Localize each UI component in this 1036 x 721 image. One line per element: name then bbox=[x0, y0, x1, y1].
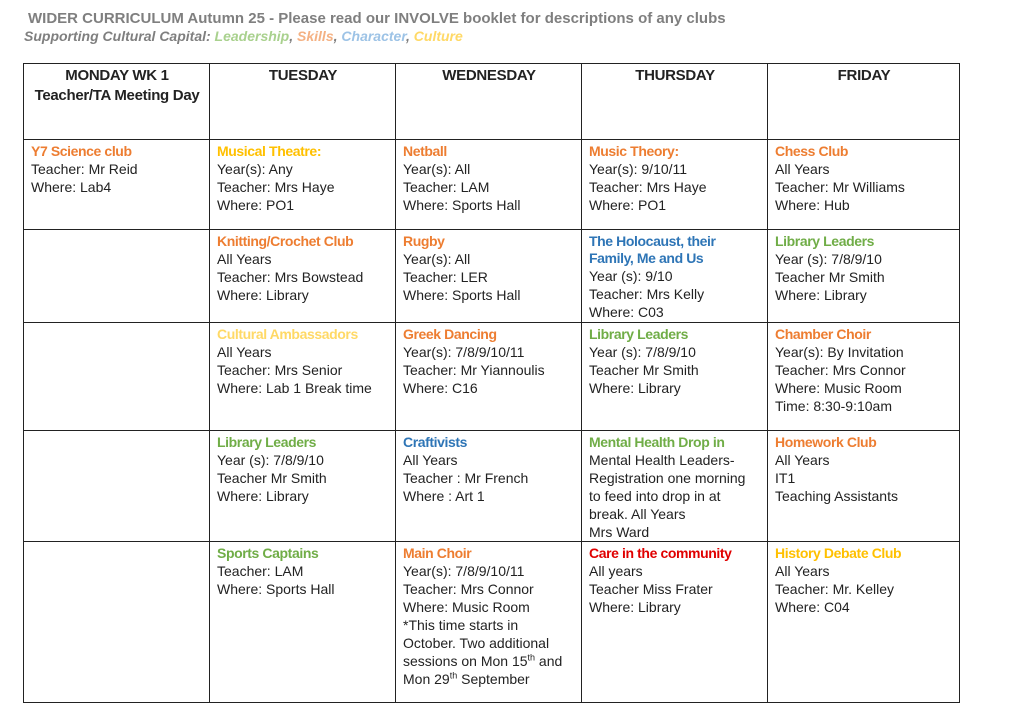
club-name: Music Theory: bbox=[589, 143, 679, 159]
club-cell bbox=[582, 431, 768, 542]
day-header-wednesday: WEDNESDAY bbox=[396, 64, 582, 140]
club-name: Library Leaders bbox=[217, 434, 317, 450]
club-name: Library Leaders bbox=[589, 326, 689, 342]
club-detail: Where : Art 1 bbox=[403, 488, 485, 504]
club-detail: All years bbox=[589, 563, 643, 579]
club-detail: Mrs Ward bbox=[589, 524, 650, 540]
clubs-timetable bbox=[23, 63, 960, 703]
club-name: Mental Health Drop in bbox=[589, 434, 725, 450]
club-detail: Teacher Miss Frater bbox=[589, 581, 713, 597]
club-detail: All Years bbox=[217, 251, 272, 267]
club-detail: Where: C03 bbox=[589, 304, 664, 320]
club-name: Cultural Ambassadors bbox=[217, 326, 358, 342]
club-detail: Where: Music Room bbox=[403, 599, 530, 615]
ordinal-suffix: th bbox=[449, 670, 458, 681]
club-cell bbox=[210, 323, 396, 431]
day-header-monday bbox=[24, 64, 210, 140]
club-detail: Where: C16 bbox=[403, 380, 478, 396]
club-detail: Teacher Mr Smith bbox=[217, 470, 327, 486]
club-cell bbox=[210, 431, 396, 542]
club-detail: Where: Hub bbox=[775, 197, 850, 213]
timetable-body bbox=[24, 140, 960, 703]
club-detail: Year(s): All bbox=[403, 251, 471, 267]
club-name: Netball bbox=[403, 143, 447, 159]
club-name: Library Leaders bbox=[775, 233, 875, 249]
club-detail: Teacher : Mr French bbox=[403, 470, 529, 486]
club-name: History Debate Club bbox=[775, 545, 902, 561]
club-cell bbox=[24, 323, 210, 431]
club-cell bbox=[582, 323, 768, 431]
club-name: Chamber Choir bbox=[775, 326, 871, 342]
club-cell bbox=[768, 542, 960, 703]
club-name: Greek Dancing bbox=[403, 326, 497, 342]
value-leadership: Leadership bbox=[214, 28, 290, 44]
club-cell bbox=[768, 431, 960, 542]
club-detail: Where: Library bbox=[217, 287, 309, 303]
club-detail: Teacher: Mr. Kelley bbox=[775, 581, 895, 597]
club-cell bbox=[24, 542, 210, 703]
club-cell bbox=[24, 431, 210, 542]
club-name: Knitting/Crochet Club bbox=[217, 233, 354, 249]
detail-text: sessions on Mon 15 bbox=[403, 653, 528, 669]
detail-text: Mon 29 bbox=[403, 671, 450, 687]
club-detail: Year(s): Any bbox=[217, 161, 293, 177]
separator: , bbox=[406, 28, 410, 44]
club-detail: All Years bbox=[775, 452, 830, 468]
club-detail: All Years bbox=[775, 563, 830, 579]
club-name: Musical Theatre: bbox=[217, 143, 322, 159]
club-detail: Where: Library bbox=[217, 488, 309, 504]
club-detail: Where: Library bbox=[589, 380, 681, 396]
club-detail: Teacher: Mrs Haye bbox=[589, 179, 707, 195]
club-cell bbox=[768, 230, 960, 323]
club-cell bbox=[582, 230, 768, 323]
club-detail: All Years bbox=[217, 344, 272, 360]
club-detail: Teacher: Mrs Senior bbox=[217, 362, 343, 378]
club-cell bbox=[210, 542, 396, 703]
club-name: Sports Captains bbox=[217, 545, 319, 561]
club-cell bbox=[396, 323, 582, 431]
club-detail: Registration one morning bbox=[589, 470, 746, 486]
club-name: Craftivists bbox=[403, 434, 468, 450]
club-detail: Where: PO1 bbox=[217, 197, 295, 213]
club-cell bbox=[396, 542, 582, 703]
club-detail: Teacher: LER bbox=[403, 269, 488, 285]
club-detail: IT1 bbox=[775, 470, 796, 486]
club-detail: Teacher: Mrs Bowstead bbox=[217, 269, 364, 285]
club-detail: All Years bbox=[775, 161, 830, 177]
club-detail: Year (s): 7/8/9/10 bbox=[775, 251, 882, 267]
club-detail: Where: Lab 1 Break time bbox=[217, 380, 372, 396]
day-header-row bbox=[24, 64, 960, 140]
table-row bbox=[24, 323, 960, 431]
ordinal-suffix: th bbox=[527, 652, 536, 663]
club-detail: Teacher: LAM bbox=[217, 563, 304, 579]
club-cell bbox=[396, 431, 582, 542]
club-detail: Where: Library bbox=[589, 599, 681, 615]
club-detail: Year (s): 9/10 bbox=[589, 268, 673, 284]
club-detail: Teacher: Mrs Kelly bbox=[589, 286, 705, 302]
table-row bbox=[24, 542, 960, 703]
club-name: Rugby bbox=[403, 233, 445, 249]
club-detail: Teacher: Mr Yiannoulis bbox=[403, 362, 545, 378]
club-detail: Year(s): 9/10/11 bbox=[589, 161, 688, 177]
club-cell bbox=[582, 542, 768, 703]
club-detail: to feed into drop in at bbox=[589, 488, 721, 504]
club-name: Main Choir bbox=[403, 545, 472, 561]
club-detail: Teacher Mr Smith bbox=[775, 269, 885, 285]
subtitle-prefix: Supporting Cultural Capital: bbox=[24, 28, 211, 44]
club-name: Homework Club bbox=[775, 434, 877, 450]
club-cell bbox=[582, 140, 768, 230]
club-detail: Year(s): 7/8/9/10/11 bbox=[403, 344, 525, 360]
club-detail: *This time starts in bbox=[403, 617, 519, 633]
club-cell bbox=[210, 230, 396, 323]
club-detail: Teacher: Mrs Connor bbox=[775, 362, 906, 378]
club-detail: Year (s): 7/8/9/10 bbox=[217, 452, 324, 468]
club-detail: Where: Sports Hall bbox=[217, 581, 335, 597]
club-detail: Year(s): 7/8/9/10/11 bbox=[403, 563, 525, 579]
club-detail: Teaching Assistants bbox=[775, 488, 898, 504]
day-header-tuesday: TUESDAY bbox=[210, 64, 396, 140]
value-skills: Skills bbox=[297, 28, 334, 44]
club-detail bbox=[403, 670, 575, 688]
day-header-friday: FRIDAY bbox=[768, 64, 960, 140]
page-title: WIDER CURRICULUM Autumn 25 - Please read our INVOLVE booklet for descriptions of any clubs bbox=[28, 10, 726, 27]
club-detail: Year(s): All bbox=[403, 161, 471, 177]
separator: , bbox=[333, 28, 338, 44]
meeting-day-label: Teacher/TA Meeting Day bbox=[34, 87, 200, 104]
club-detail: break. All Years bbox=[589, 506, 686, 522]
club-detail: Where: Sports Hall bbox=[403, 197, 521, 213]
club-cell bbox=[24, 230, 210, 323]
club-name: Y7 Science club bbox=[31, 143, 132, 159]
club-detail: Teacher: Mr Williams bbox=[775, 179, 905, 195]
detail-text: September bbox=[457, 671, 530, 687]
day-header-thursday: THURSDAY bbox=[582, 64, 768, 140]
club-cell bbox=[396, 230, 582, 323]
table-row bbox=[24, 230, 960, 323]
detail-text: and bbox=[535, 653, 563, 669]
club-cell bbox=[768, 323, 960, 431]
club-detail: Time: 8:30-9:10am bbox=[775, 398, 892, 414]
club-detail: Where: C04 bbox=[775, 599, 850, 615]
club-detail: Where: Music Room bbox=[775, 380, 902, 396]
club-cell bbox=[768, 140, 960, 230]
club-detail: Teacher: Mrs Connor bbox=[403, 581, 534, 597]
club-cell bbox=[24, 140, 210, 230]
club-detail: Teacher: LAM bbox=[403, 179, 490, 195]
club-detail: Where: Lab4 bbox=[31, 179, 112, 195]
club-detail: All Years bbox=[403, 452, 458, 468]
club-detail: Where: Library bbox=[775, 287, 867, 303]
club-name: The Holocaust, their Family, Me and Us bbox=[589, 233, 716, 266]
club-detail: Teacher: Mr Reid bbox=[31, 161, 138, 177]
club-name: Chess Club bbox=[775, 143, 849, 159]
club-detail: Teacher: Mrs Haye bbox=[217, 179, 335, 195]
club-detail: Where: PO1 bbox=[589, 197, 667, 213]
club-detail bbox=[403, 652, 575, 670]
club-detail: Where: Sports Hall bbox=[403, 287, 521, 303]
monday-label: MONDAY WK 1 bbox=[65, 67, 169, 84]
club-detail: Teacher Mr Smith bbox=[589, 362, 699, 378]
cultural-capital-subtitle bbox=[24, 28, 463, 44]
value-culture: Culture bbox=[413, 28, 463, 44]
table-row bbox=[24, 140, 960, 230]
value-character: Character bbox=[341, 28, 406, 44]
table-row bbox=[24, 431, 960, 542]
club-cell bbox=[396, 140, 582, 230]
club-detail: Year (s): 7/8/9/10 bbox=[589, 344, 696, 360]
club-detail: Year(s): By Invitation bbox=[775, 344, 904, 360]
club-cell bbox=[210, 140, 396, 230]
club-name: Care in the community bbox=[589, 545, 732, 561]
club-detail: Mental Health Leaders- bbox=[589, 452, 735, 468]
separator: , bbox=[289, 28, 294, 44]
club-detail: October. Two additional bbox=[403, 635, 550, 651]
